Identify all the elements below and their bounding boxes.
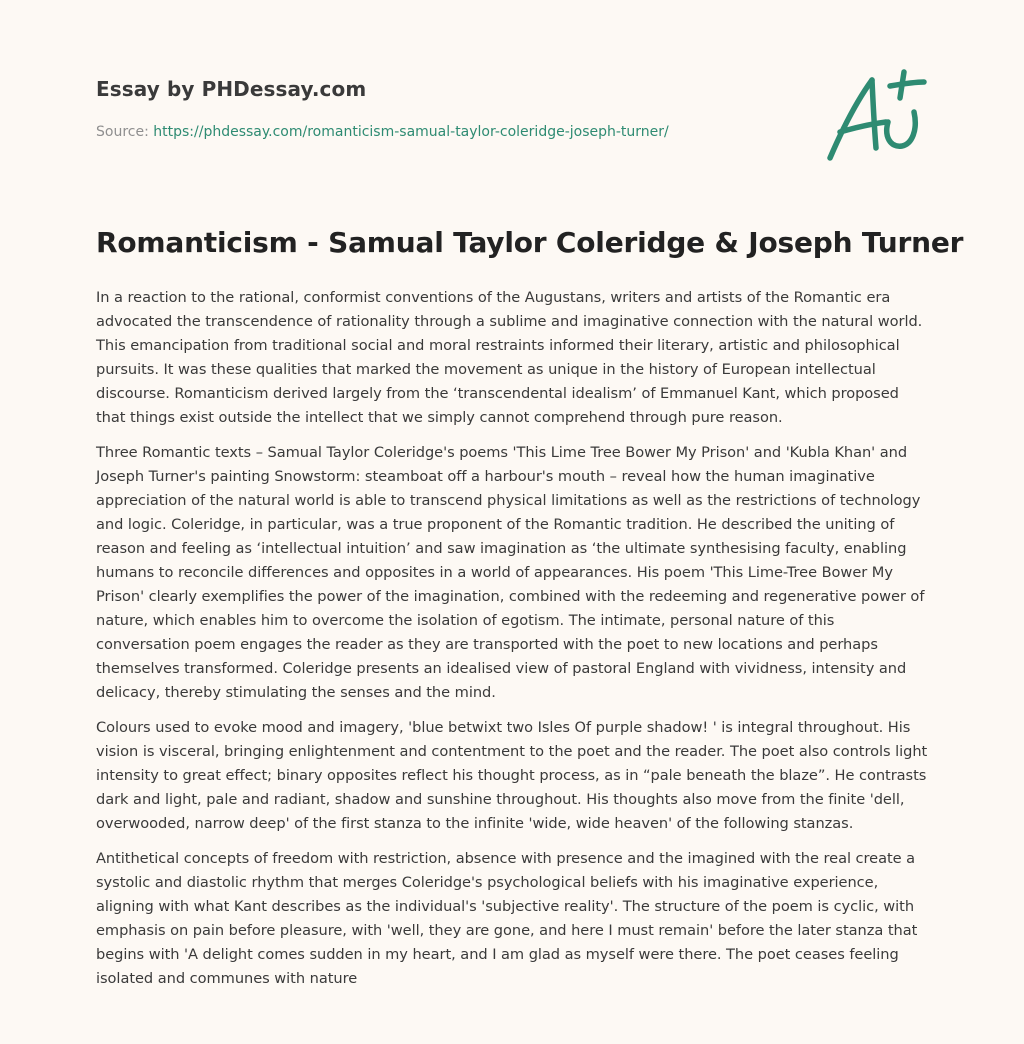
essay-body xyxy=(96,286,928,1002)
essay-paragraph: Antithetical concepts of freedom with restriction, absence with presence and the imagined with the real create a systolic and diastolic rhythm that merges Coleridge's psychological beliefs with his imaginative experience, aligning with what Kant describes as the individual's 'subjective reality'. The structure of the poem is cyclic, with emphasis on pain before pleasure, with 'well, they are gone, and here I must remain' before the later stanza that begins with 'A delight comes sudden in my heart, and I am glad as myself were there. The poet ceases feeling isolated and communes with nature xyxy=(96,850,918,987)
essay-title: Romanticism - Samual Taylor Coleridge & Joseph Turner xyxy=(96,226,964,259)
source-line xyxy=(96,124,669,140)
a-plus-logo-icon xyxy=(826,68,930,164)
essay-paragraph: In a reaction to the rational, conformist conventions of the Augustans, writers and artists of the Romantic era advocated the transcendence of rationality through a sublime and imaginative connection with the natural world. This emancipation from traditional social and moral restraints informed their literary, artistic and philosophical pursuits. It was these qualities that marked the movement as unique in the history of European intellectual discourse. Romanticism derived largely from the ‘transcendental idealism’ of Emmanuel Kant, which proposed that things exist outside the intellect that we simply cannot comprehend through pure reason. xyxy=(96,289,923,426)
source-label: Source: xyxy=(96,124,154,140)
essay-paragraph: Three Romantic texts – Samual Taylor Coleridge's poems 'This Lime Tree Bower My Prison' and 'Kubla Khan' and Joseph Turner's painting Snowstorm: steamboat off a harbour's mouth – reveal how the human imaginative appreciation of the natural world is able to transcend physical limitations as well as the restrictions of technology and logic. Coleridge, in particular, was a true proponent of the Romantic tradition. He described the uniting of reason and feeling as ‘intellectual intuition’ and saw imagination as ‘the ultimate synthesising faculty, enabling humans to reconcile differences and opposites in a world of appearances. His poem 'This Lime-Tree Bower My Prison' clearly exemplifies the power of the imagination, combined with the redeeming and regenerative power of nature, which enables him to overcome the isolation of egotism. The intimate, personal nature of this conversation poem engages the reader as they are transported with the poet to new locations and perhaps themselves transformed. Coleridge presents an idealised view of pastoral England with vividness, intensity and delicacy, thereby stimulating the senses and the mind. xyxy=(96,444,925,701)
site-brand: Essay by PHDessay.com xyxy=(96,77,367,101)
source-link[interactable]: https://phdessay.com/romanticism-samual-taylor-coleridge-joseph-turner/ xyxy=(153,124,669,140)
essay-paragraph: Colours used to evoke mood and imagery, 'blue betwixt two Isles Of purple shadow! ' is integral throughout. His vision is visceral, bringing enlightenment and contentment to the poet and the reader. The poet also controls light intensity to great effect; binary opposites reflect his thought process, as in “pale beneath the blaze”. He contrasts dark and light, pale and radiant, shadow and sunshine throughout. His thoughts also move from the finite 'dell, overwooded, narrow deep' of the first stanza to the infinite 'wide, wide heaven' of the following stanzas. xyxy=(96,719,928,832)
